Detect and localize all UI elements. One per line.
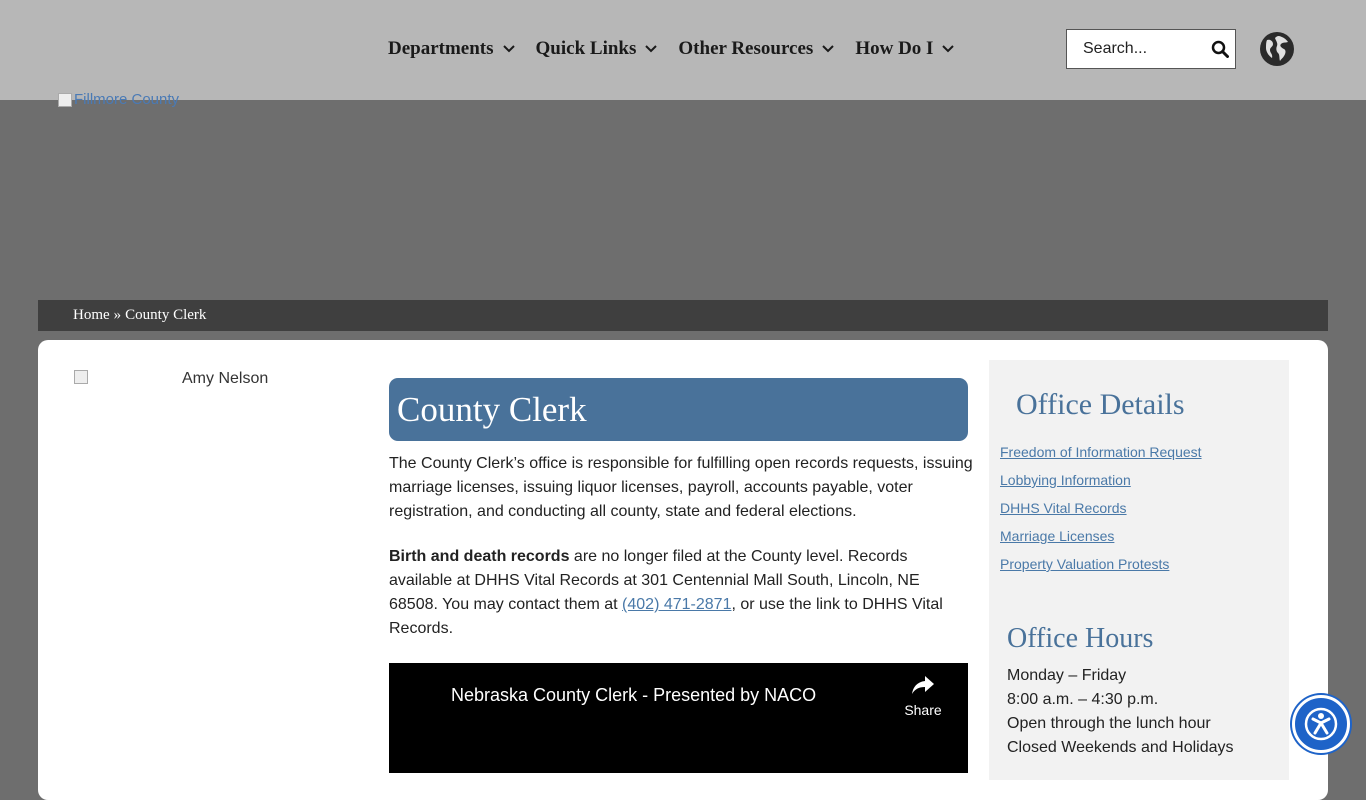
records-paragraph	[389, 545, 961, 641]
nav-label: Other Resources	[678, 38, 814, 59]
nav-quick-links[interactable]	[536, 38, 658, 60]
sidebar-link-protests[interactable]: Property Valuation Protests	[1000, 556, 1170, 572]
translate-button[interactable]	[1259, 31, 1295, 72]
phone-link[interactable]: (402) 471-2871	[622, 596, 732, 613]
chevron-down-icon	[503, 45, 515, 53]
breadcrumb	[38, 300, 1328, 331]
records-tail: , or use the link to DHHS Vital Records.	[389, 596, 943, 637]
search-button[interactable]	[1211, 40, 1229, 63]
search-box	[1066, 29, 1236, 69]
sidebar-link-vital-records[interactable]: DHHS Vital Records	[1000, 500, 1127, 516]
office-hours	[1007, 664, 1234, 760]
staff-photo	[74, 370, 268, 388]
nav-departments[interactable]	[388, 38, 515, 60]
nav-other-resources[interactable]	[678, 38, 834, 60]
hours-line: Monday – Friday	[1007, 667, 1127, 684]
hours-line: 8:00 a.m. – 4:30 p.m.	[1007, 691, 1159, 708]
search-icon	[1211, 40, 1229, 58]
page-title: County Clerk	[397, 389, 587, 429]
nav-label: Quick Links	[535, 38, 637, 59]
main-nav	[388, 38, 975, 60]
staff-photo-alt: Amy Nelson	[182, 370, 269, 387]
nav-label: Departments	[388, 38, 494, 59]
accessibility-button[interactable]	[1292, 695, 1350, 753]
chevron-down-icon	[942, 45, 954, 53]
hours-line: Open through the lunch hour	[1007, 715, 1211, 732]
nav-label: How Do I	[855, 38, 934, 59]
chevron-down-icon	[645, 45, 657, 53]
search-input[interactable]	[1067, 30, 1203, 68]
breadcrumb-separator: »	[113, 307, 122, 323]
sidebar-link-marriage[interactable]: Marriage Licenses	[1000, 528, 1115, 544]
intro-paragraph: The County Clerk’s office is responsible for fulfilling open records requests, issuing marriage licenses, issuing liquor licenses, payroll, accounts payable, voter registration, and conducting all county, state and federal elections.	[389, 455, 973, 520]
records-text: are no longer filed at the County level. Records available at DHHS Vital Records at 301 Centennial Mall South, Lincoln, NE 68508. You may contact them at	[389, 548, 920, 613]
office-details-title: Office Details	[1016, 388, 1185, 421]
breadcrumb-current: County Clerk	[125, 307, 207, 323]
logo-alt-text: Fillmore County	[74, 91, 180, 108]
office-hours-title: Office Hours	[1007, 623, 1154, 654]
records-bold: Birth and death records	[389, 548, 570, 565]
page-title-bar	[389, 378, 968, 441]
sidebar-link-lobbying[interactable]: Lobbying Information	[1000, 472, 1131, 488]
accessibility-icon	[1304, 707, 1338, 741]
share-label: Share	[904, 702, 942, 718]
breadcrumb-home[interactable]: Home	[73, 307, 110, 323]
hours-line: Closed Weekends and Holidays	[1007, 739, 1234, 756]
sidebar-link-foi[interactable]: Freedom of Information Request	[1000, 444, 1202, 460]
nav-how-do-i[interactable]	[855, 38, 954, 60]
share-icon	[911, 675, 935, 695]
site-logo[interactable]	[58, 91, 179, 108]
chevron-down-icon	[822, 45, 834, 53]
broken-image-icon	[58, 93, 72, 107]
video-title: Nebraska County Clerk - Presented by NACO	[451, 685, 817, 705]
site-header	[0, 0, 1366, 100]
share-button[interactable]	[903, 675, 943, 718]
broken-image-icon	[74, 370, 88, 384]
globe-icon	[1259, 31, 1295, 67]
video-embed[interactable]	[389, 663, 968, 773]
